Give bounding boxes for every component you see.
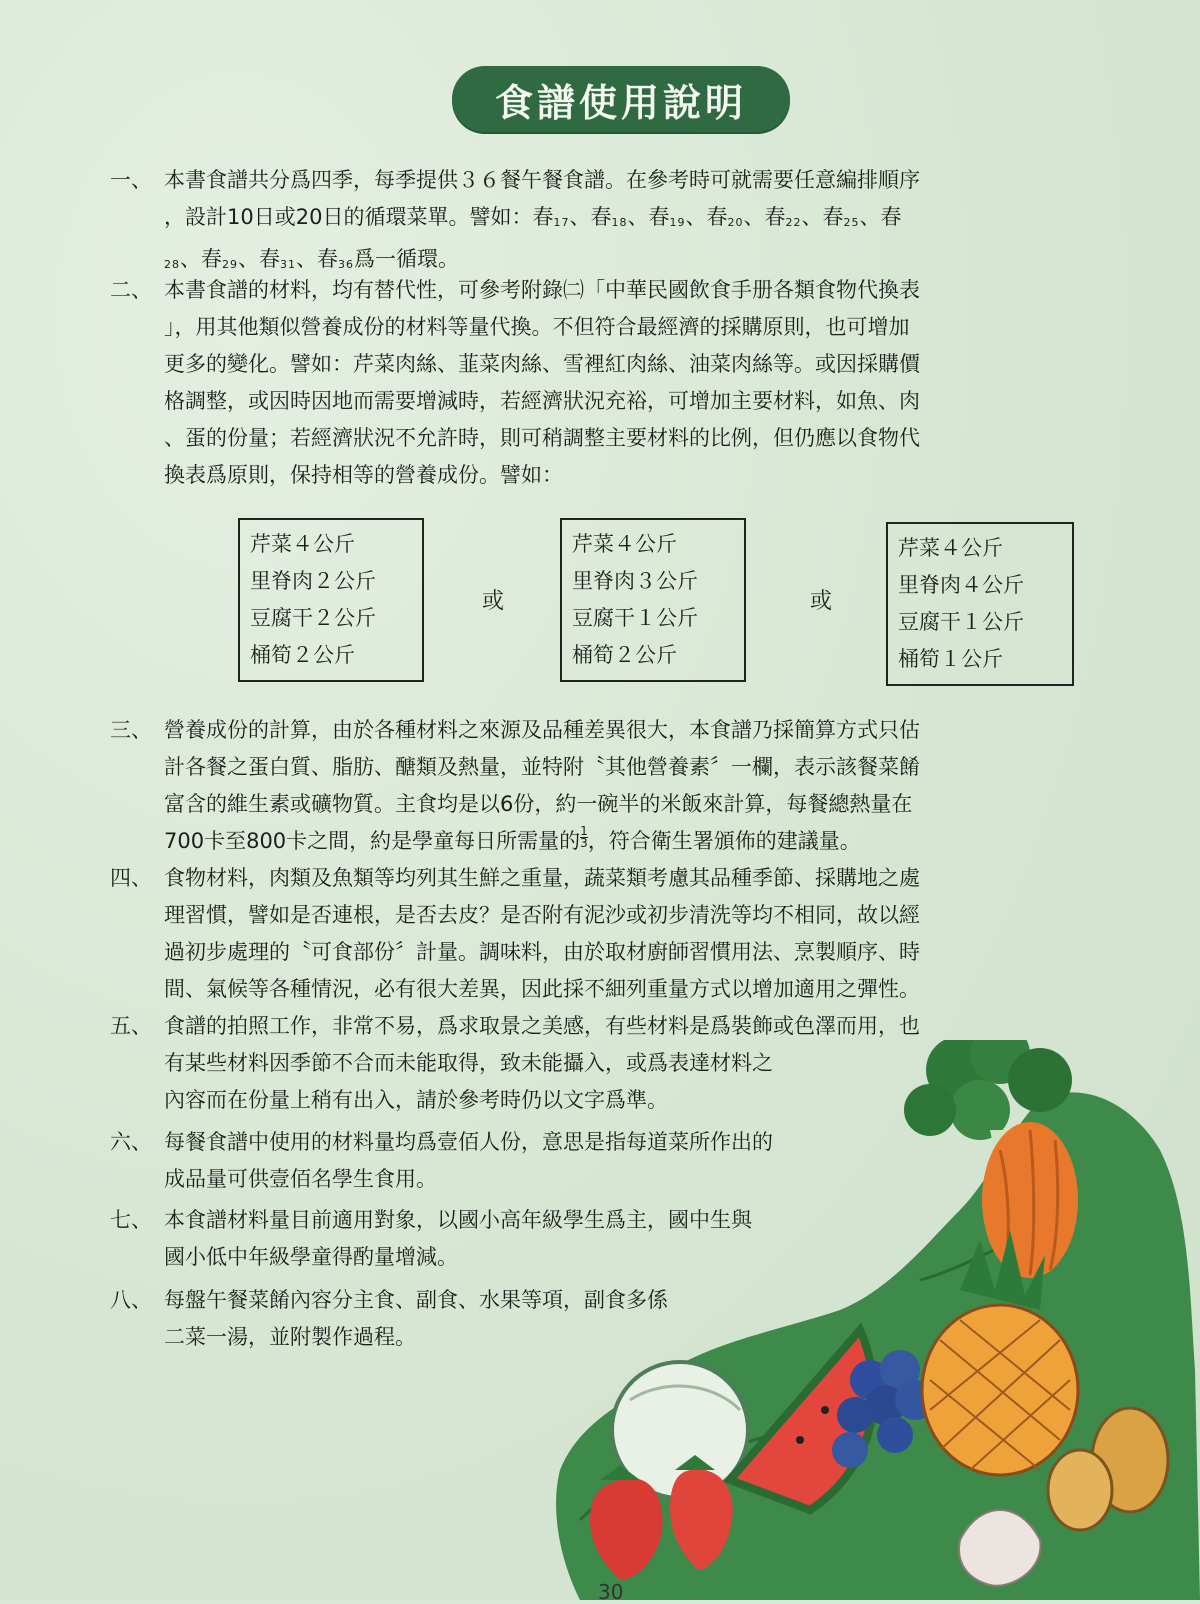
instruction-item-4 <box>110 860 1140 1008</box>
item-number: 四、 <box>110 866 152 890</box>
item-line: 富含的維生素或礦物質。主食均是以6份，約一碗半的米飯來計算，每餐總熱量在 <box>164 792 913 816</box>
substitution-box-3 <box>886 522 1074 686</box>
page-title: 食譜使用說明 <box>494 80 747 125</box>
box-entry: 芹菜４公斤 <box>572 532 677 556</box>
item-line: 格調整，或因時因地而需要增減時，若經濟狀況充裕，可增加主要材料，如魚、肉 <box>164 389 920 413</box>
item-line: 」，用其他類似營養成份的材料等量代換。不但符合最經濟的採購原則，也可增加 <box>164 315 910 339</box>
box-entry: 桶筍２公斤 <box>572 643 677 667</box>
box-entry: 芹菜４公斤 <box>898 536 1003 560</box>
item-line: 28、春29、春31、春36爲一循環。 <box>164 247 459 271</box>
box-entry: 桶筍２公斤 <box>250 643 355 667</box>
item-line: 700卡至800卡之間，約是學童每日所需量的 $\frac{1}{3}$ ，符合衛生署頒佈的建議量。 <box>164 824 861 853</box>
item-line: 計各餐之蛋白質、脂肪、醣類及熱量，並特附〝其他營養素〞一欄，表示該餐菜餚 <box>164 755 920 779</box>
box-entry: 里脊肉３公斤 <box>572 569 698 593</box>
instruction-item-2 <box>110 272 1140 494</box>
item-line: 理習慣，譬如是否連根，是否去皮？是否附有泥沙或初步清洗等均不相同，故以經 <box>164 903 920 927</box>
or-label: 或 <box>482 589 505 614</box>
item-line: 每餐食譜中使用的材料量均爲壹佰人份，意思是指每道菜所作出的 <box>164 1130 773 1154</box>
item-line: 更多的變化。譬如：芹菜肉絲、韮菜肉絲、雪裡紅肉絲、油菜肉絲等。或因採購價 <box>164 352 920 376</box>
item-line: 本書食譜的材料，均有替代性，可參考附錄㈡「中華民國飲食手册各類食物代換表 <box>164 278 920 302</box>
item-line: 二菜一湯，並附製作過程。 <box>164 1325 416 1349</box>
instruction-item-1 <box>110 162 1140 283</box>
item-line: 成品量可供壹佰名學生食用。 <box>164 1167 437 1191</box>
item-line: 營養成份的計算，由於各種材料之來源及品種差異很大，本食譜乃採簡算方式只估 <box>164 718 920 742</box>
item-number: 七、 <box>110 1208 152 1232</box>
item-number: 二、 <box>110 278 152 302</box>
fraction: $\frac{1}{3}$ <box>580 824 588 850</box>
instruction-item-3 <box>110 712 1140 860</box>
substitution-box-2 <box>560 518 746 682</box>
title-banner <box>452 66 790 132</box>
item-line: 食譜的拍照工作，非常不易，爲求取景之美感，有些材料是爲裝飾或色澤而用，也 <box>164 1014 920 1038</box>
item-line: 有某些材料因季節不合而未能取得，致未能攝入，或爲表達材料之 <box>164 1051 773 1075</box>
item-number: 三、 <box>110 718 152 742</box>
or-label: 或 <box>810 589 833 614</box>
box-entry: 桶筍１公斤 <box>898 647 1003 671</box>
carrot-icon <box>982 1122 1078 1278</box>
box-entry: 豆腐干２公斤 <box>250 606 376 630</box>
item-line: 食物材料，肉類及魚類等均列其生鮮之重量，蔬菜類考慮其品種季節、採購地之處 <box>164 866 920 890</box>
item-line: 過初步處理的〝可食部份〞計量。調味料，由於取材廚師習慣用法、烹製順序、時 <box>164 940 920 964</box>
item-line: 每盤午餐菜餚內容分主食、副食、水果等項，副食多係 <box>164 1288 668 1312</box>
item-line: 本食譜材料量目前適用對象，以國小高年級學生爲主，國中生與 <box>164 1208 752 1232</box>
item-line: 本書食譜共分爲四季，每季提供３６餐午餐食譜。在參考時可就需要任意編排順序 <box>164 168 920 192</box>
item-line: 間、氣候等各種情況，必有很大差異，因此採不細列重量方式以增加適用之彈性。 <box>164 977 920 1001</box>
item-number: 六、 <box>110 1130 152 1154</box>
item-line: 換表爲原則，保持相等的營養成份。譬如： <box>164 463 563 487</box>
box-entry: 里脊肉４公斤 <box>898 573 1024 597</box>
substitution-box-1 <box>238 518 424 682</box>
box-entry: 豆腐干１公斤 <box>572 606 698 630</box>
fruit-vegetable-illustration <box>540 1040 1200 1600</box>
item-number: 一、 <box>110 168 152 192</box>
page-number: 30 <box>598 1580 624 1604</box>
box-entry: 豆腐干１公斤 <box>898 610 1024 634</box>
item-number: 八、 <box>110 1288 152 1312</box>
item-line: 國小低中年級學童得酌量增減。 <box>164 1245 458 1269</box>
item-line: 內容而在份量上稍有出入，請於參考時仍以文字爲準。 <box>164 1088 668 1112</box>
item-number: 五、 <box>110 1014 152 1038</box>
box-entry: 芹菜４公斤 <box>250 532 355 556</box>
item-line: ，設計10日或20日的循環菜單。譬如：春17、春18、春19、春20、春22、春25、春 <box>164 205 902 229</box>
item-line: 、蛋的份量；若經濟狀況不允許時，則可稍調整主要材料的比例，但仍應以食物代 <box>164 426 920 450</box>
box-entry: 里脊肉２公斤 <box>250 569 376 593</box>
